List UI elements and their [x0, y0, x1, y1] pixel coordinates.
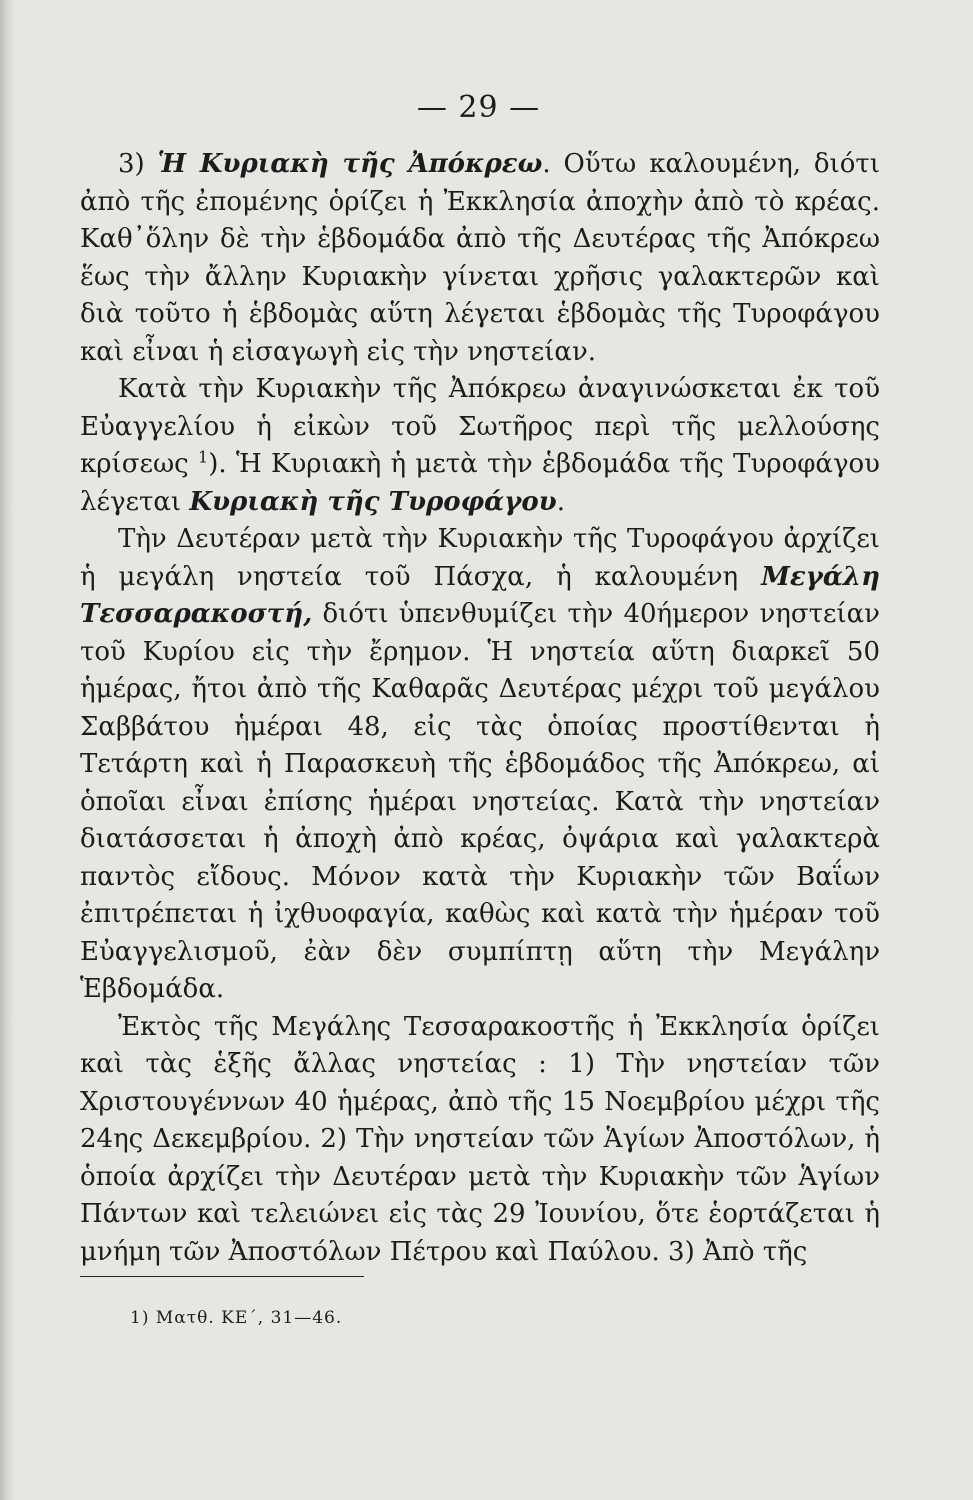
- page-binding-edge: [0, 0, 14, 1500]
- item-number: 3): [118, 149, 158, 179]
- paragraph-text: διότι ὑπενθυμίζει τὴν 40ήμερον νηστείαν τοῦ Κυρίου εἰς τὴν ἔρημον. Ἡ νηστεία αὕτη διαρκεῖ 50 ἡμέρας, ἤτοι ἀπὸ τῆς Καθαρᾶς Δευτέρας μέχρι τοῦ μεγάλου Σαββάτου ἡμέραι 48, εἰς τὰς ὁποίας προστίθενται ἡ Τετάρτη καὶ ἡ Παρασκευὴ τῆς ἑβδομάδος τῆς Ἀπόκρεω, αἱ ὁποῖαι εἶναι ἐπίσης ἡμέραι νηστείας. Κατὰ τὴν νηστείαν διατάσσεται ἡ ἀποχὴ ἀπὸ κρέας, ὀψάρια καὶ γαλακτερὰ παντὸς εἴδους. Μόνον κατὰ τὴν Κυριακὴν τῶν Βαΐων ἐπιτρέπεται ἡ ἰχθυοφαγία, καθὼς καὶ κατὰ τὴν ἡμέραν τοῦ Εὐαγγελισμοῦ, ἐὰν δὲν συμπίπτῃ αὕτη τὴν Μεγάλην Ἑβδομάδα.: [80, 599, 880, 1004]
- paragraph-great-lent: [80, 521, 880, 1009]
- section-heading-tyrofagou: Κυριακὴ τῆς Τυροφάγου: [189, 486, 557, 517]
- paragraph-text: .: [556, 486, 565, 517]
- footnote: 1) Ματθ. ΚΕ΄, 31—46.: [130, 1308, 343, 1328]
- body-text: [80, 146, 880, 1271]
- paragraph-text: ). Ἡ Κυριακὴ ἡ μετὰ τὴν ἑβδομάδα τῆς Τυροφάγου λέγεται: [80, 449, 880, 517]
- paragraph-text: Κατὰ τὴν Κυριακὴν τῆς Ἀπόκρεω ἀναγινώσκεται ἐκ τοῦ Εὐαγγελίου ἡ εἰκὼν τοῦ Σωτῆρος περὶ τῆς μελλούσης κρίσεως: [80, 374, 880, 479]
- footnote-marker: 1: [198, 447, 209, 467]
- section-heading-great-lent: Μεγάλη Τεσσαρακοστή,: [80, 561, 880, 629]
- footnote-divider: [80, 1276, 364, 1277]
- section-heading-apokreo: Ἡ Κυριακὴ τῆς Ἀπόκρεω: [157, 149, 543, 179]
- page-number: — 29 —: [416, 90, 541, 125]
- paragraph-sunday-of-apokreo: [80, 146, 880, 371]
- paragraph-text: . Οὕτω καλουμένη, διότι ἀπὸ τῆς ἐπομένης ὁρίζει ἡ Ἐκκλησία ἀποχὴν ἀπὸ τὸ κρέας. Καθ᾿ὅλην δὲ τὴν ἑβδομάδα ἀπὸ τῆς Δευτέρας τῆς Ἀπόκρεω ἕως τὴν ἄλλην Κυριακὴν γίνεται χρῆσις γαλακτερῶν καὶ διὰ τοῦτο ἡ ἑβδομὰς αὕτη λέγεται ἑβδομὰς τῆς Τυροφάγου καὶ εἶναι ἡ εἰσαγωγὴ εἰς τὴν νηστείαν.: [80, 149, 880, 367]
- paragraph-other-fasts: [80, 1009, 880, 1272]
- paragraph-gospel-reading: [80, 371, 880, 521]
- paragraph-text: Ἐκτὸς τῆς Μεγάλης Τεσσαρακοστῆς ἡ Ἐκκλησία ὁρίζει καὶ τὰς ἑξῆς ἄλλας νηστείας : 1) Τὴν νηστείαν τῶν Χριστουγέννων 40 ἡμέρας, ἀπὸ τῆς 15 Νοεμβρίου μέχρι τῆς 24ης Δεκεμβρίου. 2) Τὴν νηστείαν τῶν Ἁγίων Ἀποστόλων, ἡ ὁποία ἀρχίζει τὴν Δευτέραν μετὰ τὴν Κυριακὴν τῶν Ἁγίων Πάντων καὶ τελειώνει εἰς τὰς 29 Ἰουνίου, ὅτε ἑορτάζεται ἡ μνήμη τῶν Ἀποστόλων Πέτρου καὶ Παύλου. 3) Ἀπὸ τῆς: [80, 1011, 880, 1267]
- paragraph-text: Τὴν Δευτέραν μετὰ τὴν Κυριακὴν τῆς Τυροφάγου ἀρχίζει ἡ μεγάλη νηστεία τοῦ Πάσχα, ἡ καλουμένη: [80, 524, 880, 592]
